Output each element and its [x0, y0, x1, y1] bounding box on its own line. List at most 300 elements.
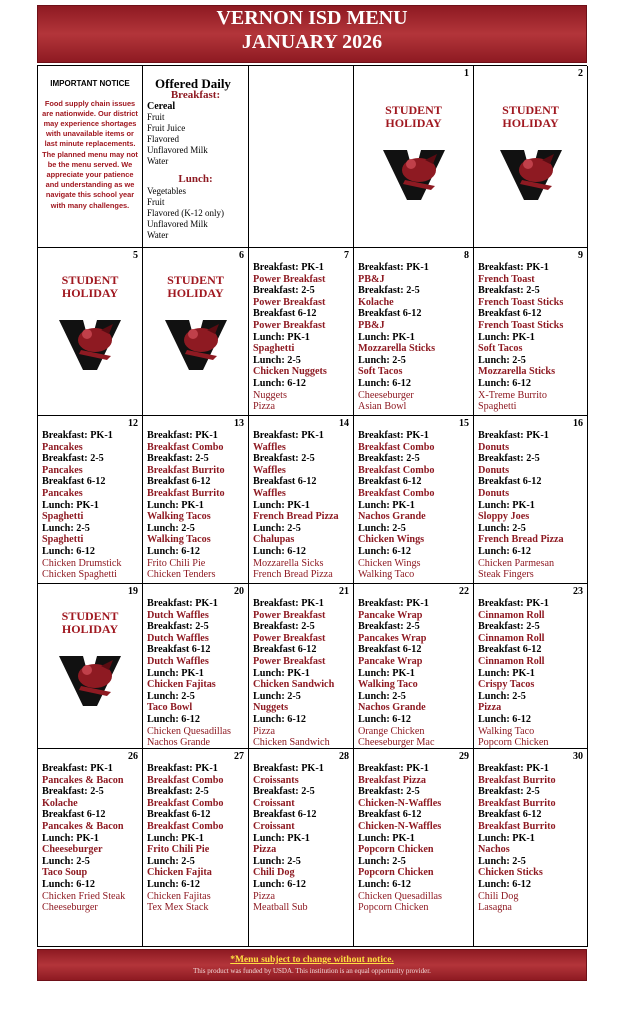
day-cell	[354, 416, 474, 584]
meal-heading: Lunch: 2-5	[358, 690, 406, 702]
menu-item: Pancake Wrap	[358, 655, 423, 667]
menu-item: Breakfast Combo	[147, 797, 224, 809]
menu-item: PB&J	[358, 273, 385, 285]
menu-lines	[42, 430, 138, 581]
meal-heading: Breakfast: 2-5	[478, 621, 540, 633]
menu-item: Dutch Waffles	[147, 609, 209, 621]
meal-heading: Lunch: 2-5	[147, 522, 195, 534]
menu-lines	[358, 262, 469, 413]
day-cell	[143, 248, 249, 416]
meal-heading: Lunch: 6-12	[147, 878, 200, 890]
meal-heading: Lunch: 2-5	[478, 855, 526, 867]
menu-item: Frito Chili Pie	[147, 557, 206, 569]
menu-item: Cheeseburger	[42, 902, 98, 914]
day-cell	[143, 749, 249, 947]
day-number: 16	[573, 418, 583, 429]
menu-item: Chicken Fajitas	[147, 679, 216, 691]
menu-item: Breakfast Burrito	[478, 820, 556, 832]
important-notice	[38, 66, 143, 248]
meal-heading: Breakfast 6-12	[478, 308, 542, 320]
day-cell	[249, 248, 354, 416]
meal-heading: Breakfast: 2-5	[478, 285, 540, 297]
day-number: 1	[464, 68, 469, 79]
menu-item: Pizza	[253, 890, 276, 902]
menu-item: Cheeseburger Mac	[358, 737, 435, 749]
menu-item: Chicken Wings	[358, 534, 425, 546]
meal-heading: Lunch: PK-1	[478, 331, 535, 343]
menu-item: Mozzarella Sicks	[253, 557, 324, 569]
menu-item: Chalupas	[253, 534, 295, 546]
meal-heading: Lunch: 6-12	[253, 713, 306, 725]
menu-item: Popcorn Chicken	[358, 902, 429, 914]
menu-item: Chili Dog	[478, 890, 519, 902]
meal-heading: Lunch: 6-12	[358, 545, 411, 557]
meal-heading: Lunch: 6-12	[478, 878, 531, 890]
menu-item: Dutch Waffles	[147, 655, 209, 667]
meal-heading: Lunch: PK-1	[253, 832, 310, 844]
meal-heading: Lunch: PK-1	[147, 832, 204, 844]
menu-item: Donuts	[478, 487, 510, 499]
meal-heading: Lunch: 2-5	[253, 690, 301, 702]
menu-item: Chicken Wings	[358, 557, 421, 569]
day-cell	[474, 66, 588, 248]
menu-item: Asian Bowl	[358, 401, 407, 413]
menu-item: French Toast Sticks	[478, 296, 564, 308]
offered-item: Fruit	[147, 196, 165, 207]
menu-item: Chicken Fajitas	[147, 890, 211, 902]
menu-item: Breakfast Combo	[358, 441, 435, 453]
menu-item: Walking Tacos	[147, 534, 211, 546]
meal-heading: Lunch: 6-12	[42, 545, 95, 557]
menu-item: Pancake Wrap	[358, 609, 423, 621]
menu-item: Taco Bowl	[147, 702, 193, 714]
meal-heading: Breakfast: 2-5	[478, 786, 540, 798]
notice-title: IMPORTANT NOTICE	[50, 79, 130, 88]
meal-heading: Breakfast: PK-1	[147, 430, 218, 441]
day-cell	[143, 416, 249, 584]
empty-cell	[249, 66, 354, 248]
menu-header	[37, 5, 587, 63]
menu-page	[37, 5, 587, 981]
menu-item: Pancakes	[42, 441, 83, 453]
menu-item: Donuts	[478, 441, 510, 453]
meal-heading: Lunch: 6-12	[253, 878, 306, 890]
menu-item: Nachos	[478, 844, 510, 856]
meal-heading: Lunch: PK-1	[358, 499, 415, 511]
meal-heading: Breakfast: 2-5	[253, 621, 315, 633]
menu-footer	[37, 949, 587, 981]
menu-lines	[358, 430, 469, 581]
day-cell	[38, 584, 143, 749]
menu-lines	[358, 598, 469, 749]
offered-daily	[143, 66, 249, 248]
menu-item: Chili Dog	[253, 867, 295, 879]
menu-item: Pizza	[253, 725, 276, 737]
offered-item: Vegetables	[147, 185, 186, 196]
day-number: 8	[464, 250, 469, 261]
menu-month: JANUARY 2026	[241, 31, 383, 53]
meal-heading: Lunch: 2-5	[478, 522, 526, 534]
day-cell	[143, 584, 249, 749]
menu-lines	[147, 598, 244, 749]
menu-item: Chicken Sandwich	[253, 737, 330, 749]
meal-heading: Lunch: PK-1	[253, 331, 310, 343]
day-number: 2	[578, 68, 583, 79]
meal-heading: Breakfast: PK-1	[478, 262, 549, 273]
menu-lines	[358, 763, 469, 914]
offered-item: Water	[147, 156, 169, 167]
menu-item: Chicken Fajita	[147, 867, 212, 879]
day-number: 12	[128, 418, 138, 429]
meal-heading: Lunch: 2-5	[147, 690, 195, 702]
menu-item: Cinnamon Roll	[478, 655, 545, 667]
offered-item: Flavored (K-12 only)	[147, 207, 224, 218]
menu-item: Power Breakfast	[253, 296, 326, 308]
menu-item: French Bread Pizza	[253, 511, 339, 523]
meal-heading: Lunch: 6-12	[42, 878, 95, 890]
meal-heading: Breakfast: PK-1	[358, 598, 429, 609]
menu-item: Breakfast Burrito	[147, 487, 225, 499]
menu-lines	[253, 763, 349, 914]
meal-heading: Lunch: 6-12	[478, 545, 531, 557]
menu-item: Breakfast Burrito	[478, 774, 556, 786]
meal-heading: Breakfast: PK-1	[358, 430, 429, 441]
meal-heading: Breakfast 6-12	[253, 644, 317, 656]
meal-heading: Breakfast: 2-5	[147, 621, 209, 633]
notice-body: Food supply chain issues are nationwide. Our district may experience shortages with unavailable items or last minute replacements. The planned menu may not be the menu served. We appreciate your patience and understanding as we navigate this school year with many challenges.	[42, 98, 138, 210]
meal-heading: Breakfast 6-12	[42, 476, 106, 488]
day-cell	[354, 248, 474, 416]
menu-item: Waffles	[253, 441, 286, 453]
meal-heading: Breakfast: 2-5	[253, 453, 315, 465]
menu-item: Waffles	[253, 487, 286, 499]
holiday-label: STUDENT HOLIDAY	[385, 103, 442, 130]
meal-heading: Breakfast 6-12	[253, 476, 317, 488]
offered-item: Fruit	[147, 112, 165, 123]
meal-heading: Lunch: 2-5	[358, 522, 406, 534]
meal-heading: Lunch: 2-5	[253, 855, 301, 867]
menu-item: Soft Tacos	[478, 343, 523, 355]
menu-lines	[478, 763, 583, 914]
menu-item: Chicken Tenders	[147, 569, 216, 581]
menu-lines	[478, 262, 583, 413]
menu-item: Waffles	[253, 464, 286, 476]
meal-heading: Breakfast: 2-5	[358, 621, 420, 633]
menu-item: French Bread Pizza	[253, 569, 333, 581]
meal-heading: Breakfast: 2-5	[42, 453, 104, 465]
day-cell	[249, 749, 354, 947]
holiday-label: STUDENT HOLIDAY	[167, 273, 224, 300]
day-number: 6	[239, 250, 244, 261]
meal-heading: Breakfast: 2-5	[147, 453, 209, 465]
meal-heading: Lunch: 2-5	[253, 522, 301, 534]
menu-item: Power Breakfast	[253, 655, 326, 667]
menu-item: Popcorn Chicken	[478, 737, 549, 749]
meal-heading: Lunch: PK-1	[147, 499, 204, 511]
menu-item: Chicken Sticks	[478, 867, 543, 879]
meal-heading: Breakfast 6-12	[42, 809, 106, 821]
menu-item: Mozzarella Sticks	[478, 366, 556, 378]
footer-usda: This product was funded by USDA. This institution is an equal opportunity provider.	[193, 967, 431, 975]
day-number: 21	[339, 586, 349, 597]
menu-title: VERNON ISD MENU	[216, 7, 408, 29]
menu-item: Donuts	[478, 464, 510, 476]
menu-item: Croissant	[253, 797, 295, 809]
offered-item: Water	[147, 229, 169, 240]
day-number: 26	[128, 751, 138, 762]
menu-item: Pancakes & Bacon	[42, 774, 124, 786]
offered-item: Flavored	[147, 134, 179, 145]
menu-lines	[42, 763, 138, 914]
menu-item: Nachos Grande	[358, 511, 426, 523]
meal-heading: Breakfast 6-12	[478, 644, 542, 656]
menu-item: Croissants	[253, 774, 299, 786]
meal-heading: Lunch: 2-5	[358, 855, 406, 867]
meal-heading: Lunch: PK-1	[147, 667, 204, 679]
menu-item: Chicken Quesadillas	[147, 725, 232, 737]
menu-item: Meatball Sub	[253, 902, 308, 914]
offered-item: Unflavored Milk	[147, 145, 208, 156]
day-number: 23	[573, 586, 583, 597]
day-number: 22	[459, 586, 469, 597]
meal-heading: Breakfast: PK-1	[42, 430, 113, 441]
meal-heading: Breakfast: PK-1	[358, 763, 429, 774]
meal-heading: Breakfast 6-12	[358, 809, 422, 821]
menu-item: Breakfast Combo	[358, 464, 435, 476]
day-number: 15	[459, 418, 469, 429]
offered-title: Offered Daily	[155, 76, 231, 91]
meal-heading: Breakfast: 2-5	[478, 453, 540, 465]
meal-heading: Lunch: 6-12	[478, 377, 531, 389]
meal-heading: Breakfast: 2-5	[358, 453, 420, 465]
day-number: 7	[344, 250, 349, 261]
holiday-label: STUDENT HOLIDAY	[61, 609, 119, 636]
day-cell	[354, 66, 474, 248]
offered-item: Fruit Juice	[147, 123, 186, 134]
menu-item: PB&J	[358, 319, 385, 331]
meal-heading: Lunch: 6-12	[147, 713, 200, 725]
menu-item: Nachos Grande	[147, 737, 211, 749]
menu-item: Pancakes	[42, 487, 83, 499]
meal-heading: Breakfast 6-12	[478, 476, 542, 488]
meal-heading: Breakfast: PK-1	[42, 763, 113, 774]
meal-heading: Breakfast 6-12	[253, 809, 317, 821]
menu-lines	[478, 430, 583, 581]
menu-item: Steak Fingers	[478, 569, 534, 581]
meal-heading: Breakfast 6-12	[147, 476, 211, 488]
meal-heading: Breakfast 6-12	[478, 809, 542, 821]
menu-item: Mozzarella Sticks	[358, 343, 436, 355]
menu-item: Kolache	[358, 296, 394, 308]
meal-heading: Lunch: 6-12	[358, 713, 411, 725]
day-cell	[38, 749, 143, 947]
menu-item: Kolache	[42, 797, 78, 809]
meal-heading: Lunch: 6-12	[358, 377, 411, 389]
menu-item: Power Breakfast	[253, 609, 326, 621]
menu-item: Walking Taco	[358, 569, 415, 581]
menu-item: Tex Mex Stack	[147, 902, 209, 914]
meal-heading: Breakfast 6-12	[147, 644, 211, 656]
meal-heading: Breakfast: 2-5	[42, 786, 104, 798]
menu-item: Chicken Sandwich	[253, 679, 335, 691]
menu-item: Breakfast Pizza	[358, 774, 426, 786]
day-cell	[474, 584, 588, 749]
menu-item: Walking Taco	[478, 725, 535, 737]
menu-item: Soft Tacos	[358, 366, 403, 378]
meal-heading: Breakfast: PK-1	[253, 430, 324, 441]
meal-heading: Breakfast: PK-1	[147, 598, 218, 609]
menu-item: Chicken Fried Steak	[42, 890, 126, 902]
day-cell	[249, 416, 354, 584]
day-cell	[354, 749, 474, 947]
day-number: 30	[573, 751, 583, 762]
menu-lines	[147, 763, 244, 914]
menu-item: Croissant	[253, 820, 295, 832]
menu-item: Cheeseburger	[358, 389, 414, 401]
footer-note: *Menu subject to change without notice.	[230, 955, 394, 965]
day-cell	[474, 749, 588, 947]
meal-heading: Breakfast: PK-1	[478, 430, 549, 441]
day-cell	[38, 416, 143, 584]
menu-item: Sloppy Joes	[478, 511, 530, 523]
menu-item: Nuggets	[253, 702, 289, 714]
menu-item: Chicken Drumstick	[42, 557, 122, 569]
menu-item: Breakfast Combo	[147, 820, 224, 832]
menu-item: Cinnamon Roll	[478, 609, 545, 621]
meal-heading: Breakfast: PK-1	[253, 598, 324, 609]
menu-lines	[253, 430, 349, 581]
day-number: 27	[234, 751, 244, 762]
menu-item: Chicken Parmesan	[478, 557, 555, 569]
menu-lines	[253, 262, 349, 413]
meal-heading: Lunch: PK-1	[253, 499, 310, 511]
offered-item: Cereal	[147, 101, 176, 113]
menu-item: Pancakes Wrap	[358, 632, 427, 644]
menu-item: Pancakes	[42, 464, 83, 476]
menu-item: Crispy Tacos	[478, 679, 535, 691]
day-number: 5	[133, 250, 138, 261]
menu-item: Breakfast Combo	[147, 441, 224, 453]
menu-item: French Toast	[478, 273, 535, 285]
calendar-grid	[37, 65, 587, 947]
day-cell	[474, 416, 588, 584]
meal-heading: Lunch: PK-1	[42, 832, 99, 844]
menu-item: Popcorn Chicken	[358, 844, 434, 856]
menu-item: X-Treme Burrito	[478, 389, 547, 401]
meal-heading: Breakfast: PK-1	[253, 763, 324, 774]
viking-logo-icon	[498, 146, 564, 202]
day-number: 19	[128, 586, 138, 597]
meal-heading: Lunch: PK-1	[358, 667, 415, 679]
menu-item: Chicken-N-Waffles	[358, 797, 442, 809]
menu-item: Power Breakfast	[253, 319, 326, 331]
meal-heading: Lunch: 6-12	[147, 545, 200, 557]
offered-lunch-label: Lunch:	[178, 173, 213, 186]
menu-item: Lasagna	[478, 902, 512, 914]
meal-heading: Breakfast: PK-1	[253, 262, 324, 273]
meal-heading: Lunch: 2-5	[42, 855, 90, 867]
day-cell	[354, 584, 474, 749]
menu-item: Breakfast Burrito	[478, 797, 556, 809]
holiday-label: STUDENT HOLIDAY	[502, 103, 559, 130]
meal-heading: Breakfast: 2-5	[253, 786, 315, 798]
menu-item: Power Breakfast	[253, 273, 326, 285]
meal-heading: Breakfast: PK-1	[358, 262, 429, 273]
menu-item: French Bread Pizza	[478, 534, 564, 546]
meal-heading: Breakfast: 2-5	[358, 786, 420, 798]
meal-heading: Lunch: PK-1	[478, 499, 535, 511]
meal-heading: Lunch: 6-12	[358, 878, 411, 890]
meal-heading: Lunch: 6-12	[253, 377, 306, 389]
holiday-label: STUDENT HOLIDAY	[61, 273, 119, 300]
viking-logo-icon	[57, 316, 123, 372]
meal-heading: Breakfast 6-12	[358, 308, 422, 320]
menu-item: Taco Soup	[42, 867, 88, 879]
meal-heading: Breakfast 6-12	[358, 644, 422, 656]
menu-item: Breakfast Combo	[358, 487, 435, 499]
menu-item: Pizza	[253, 401, 276, 413]
meal-heading: Lunch: PK-1	[478, 667, 535, 679]
menu-item: Chicken Quesadillas	[358, 890, 443, 902]
meal-heading: Breakfast: 2-5	[253, 285, 315, 297]
meal-heading: Lunch: PK-1	[358, 832, 415, 844]
menu-item: Frito Chili Pie	[147, 844, 210, 856]
meal-heading: Breakfast: 2-5	[358, 285, 420, 297]
meal-heading: Breakfast: PK-1	[478, 598, 549, 609]
meal-heading: Breakfast 6-12	[358, 476, 422, 488]
menu-item: Chicken Spaghetti	[42, 569, 117, 581]
meal-heading: Breakfast: PK-1	[478, 763, 549, 774]
menu-item: Nuggets	[253, 389, 287, 401]
day-cell	[249, 584, 354, 749]
menu-item: Breakfast Burrito	[147, 464, 225, 476]
meal-heading: Lunch: 2-5	[147, 855, 195, 867]
meal-heading: Lunch: PK-1	[478, 832, 535, 844]
meal-heading: Lunch: PK-1	[42, 499, 99, 511]
menu-lines	[478, 598, 583, 749]
menu-item: Power Breakfast	[253, 632, 326, 644]
menu-item: French Toast Sticks	[478, 319, 564, 331]
day-number: 28	[339, 751, 349, 762]
meal-heading: Breakfast: 2-5	[147, 786, 209, 798]
menu-item: Dutch Waffles	[147, 632, 209, 644]
offered-item: Unflavored Milk	[147, 218, 208, 229]
menu-item: Spaghetti	[42, 511, 84, 523]
menu-lines	[253, 598, 349, 749]
menu-item: Walking Tacos	[147, 511, 211, 523]
meal-heading: Lunch: PK-1	[358, 331, 415, 343]
meal-heading: Lunch: 2-5	[253, 354, 301, 366]
viking-logo-icon	[57, 652, 123, 708]
menu-item: Popcorn Chicken	[358, 867, 434, 879]
menu-item: Spaghetti	[478, 401, 517, 413]
menu-item: Cinnamon Roll	[478, 632, 545, 644]
meal-heading: Lunch: 6-12	[253, 545, 306, 557]
menu-item: Pizza	[253, 844, 277, 856]
day-number: 9	[578, 250, 583, 261]
meal-heading: Breakfast 6-12	[147, 809, 211, 821]
meal-heading: Breakfast 6-12	[253, 308, 317, 320]
menu-item: Chicken-N-Waffles	[358, 820, 442, 832]
menu-item: Nachos Grande	[358, 702, 426, 714]
meal-heading: Lunch: 6-12	[478, 713, 531, 725]
day-number: 29	[459, 751, 469, 762]
viking-logo-icon	[163, 316, 229, 372]
menu-lines	[147, 430, 244, 581]
meal-heading: Lunch: 2-5	[42, 522, 90, 534]
meal-heading: Lunch: 2-5	[358, 354, 406, 366]
menu-item: Walking Taco	[358, 679, 418, 691]
